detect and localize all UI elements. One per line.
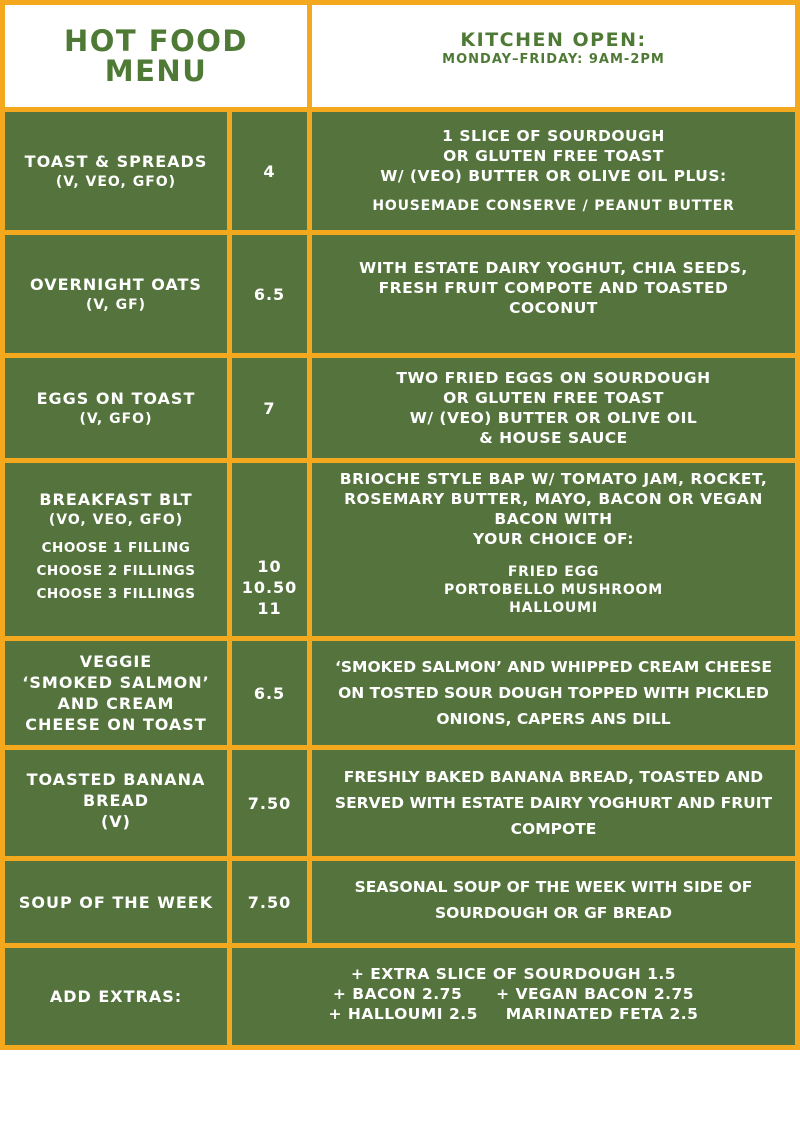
item-description-line: ON TOSTED SOUR DOUGH TOPPED WITH PICKLED [338, 684, 769, 702]
item-price: 10 [257, 557, 282, 576]
item-description-line: W/ (VEO) BUTTER OR OLIVE OIL PLUS: [380, 167, 727, 185]
item-description-line: SEASONAL SOUP OF THE WEEK WITH SIDE OF [354, 878, 753, 896]
item-name-cell [5, 463, 227, 636]
menu-title-line1: HOT FOOD [64, 24, 248, 58]
item-name-cell [5, 750, 227, 856]
item-description-cell [312, 112, 795, 230]
extras-label: ADD EXTRAS: [49, 987, 183, 1006]
item-description-line: SOURDOUGH OR GF BREAD [435, 904, 672, 922]
extras-list-cell [232, 948, 795, 1045]
extra-item-line: + EXTRA SLICE OF SOURDOUGH 1.5 [350, 964, 677, 983]
item-description-cell [312, 750, 795, 856]
item-name-cell [5, 641, 227, 745]
item-description-line: ROSEMARY BUTTER, MAYO, BACON OR VEGAN [344, 490, 763, 508]
item-price-cell [232, 112, 307, 230]
kitchen-hours: MONDAY–FRIDAY: 9AM-2PM [442, 52, 665, 67]
extra-item: MARINATED FETA 2.5 [505, 1004, 699, 1023]
extra-item: + HALLOUMI 2.5 [328, 1004, 478, 1023]
item-price-cell [232, 641, 307, 745]
item-description-cell [312, 641, 795, 745]
item-name-cell [5, 358, 227, 458]
filling-choice: PORTOBELLO MUSHROOM [444, 582, 663, 598]
item-description-line: FRESH FRUIT COMPOTE AND TOASTED [378, 279, 729, 297]
kitchen-hours-cell [312, 5, 795, 107]
item-description-line: SERVED WITH ESTATE DAIRY YOGHURT AND FRUIT [334, 794, 773, 812]
extra-item-line [333, 984, 694, 1004]
item-description-line: ‘SMOKED SALMON’ AND WHIPPED CREAM CHEESE [334, 658, 773, 676]
item-price-cell [232, 463, 307, 636]
item-price: 4 [263, 161, 276, 181]
extra-item: + BACON 2.75 [332, 984, 463, 1003]
item-name-cell [5, 861, 227, 943]
item-name: EGGS ON TOAST [36, 388, 196, 408]
item-description-line: YOUR CHOICE OF: [472, 530, 635, 548]
item-price: 11 [257, 599, 282, 618]
item-description-line: 1 SLICE OF SOURDOUGH [442, 127, 665, 145]
item-name: TOAST & SPREADS [24, 151, 208, 171]
item-description-line: BACON WITH [494, 510, 613, 528]
item-name: SOUP OF THE WEEK [18, 892, 214, 912]
item-dietary-tags: (V, VEO, GFO) [55, 173, 177, 190]
item-price-cell [232, 235, 307, 353]
item-description-cell [312, 235, 795, 353]
item-name: OVERNIGHT OATS [30, 274, 202, 294]
item-description-line: TWO FRIED EGGS ON SOURDOUGH [396, 369, 711, 387]
item-description-line: W/ (VEO) BUTTER OR OLIVE OIL [409, 409, 698, 427]
filling-choice: HALLOUMI [509, 600, 598, 616]
item-name-cell [5, 112, 227, 230]
item-dietary-tags: (V, GF) [85, 296, 147, 313]
item-description-line: COMPOTE [510, 820, 597, 838]
filling-option: CHOOSE 3 FILLINGS [36, 586, 196, 602]
item-price: 7.50 [247, 892, 292, 912]
item-name-cell [5, 235, 227, 353]
extras-label-cell [5, 948, 227, 1045]
item-description-line: ONIONS, CAPERS ANS DILL [436, 710, 671, 728]
item-description-line: WITH ESTATE DAIRY YOGHUT, CHIA SEEDS, [359, 259, 748, 277]
item-description-extra: HOUSEMADE CONSERVE / PEANUT BUTTER [372, 198, 735, 214]
item-price-cell [232, 861, 307, 943]
item-price: 10.50 [241, 578, 298, 597]
item-description-line: FRESHLY BAKED BANANA BREAD, TOASTED AND [343, 768, 764, 786]
item-price: 6.5 [253, 683, 286, 703]
item-name-line: VEGGIE [79, 652, 153, 671]
item-name: BREAKFAST BLT [39, 490, 193, 509]
item-name-line: ‘SMOKED SALMON’ [22, 673, 210, 692]
item-price: 6.5 [253, 284, 286, 304]
item-dietary-tags: (V, GFO) [79, 410, 153, 427]
item-price: 7 [263, 398, 276, 418]
filling-option: CHOOSE 2 FILLINGS [36, 563, 196, 579]
filling-option: CHOOSE 1 FILLING [41, 540, 191, 556]
item-description-cell [312, 463, 795, 636]
extra-item: + VEGAN BACON 2.75 [496, 984, 695, 1003]
item-name-line: AND CREAM [57, 694, 175, 713]
item-price-cell [232, 358, 307, 458]
item-price: 7.50 [247, 793, 292, 813]
menu-title-line2: MENU [104, 54, 208, 88]
item-description-line: & HOUSE SAUCE [479, 429, 628, 447]
item-name-line: BREAD [82, 790, 150, 810]
extra-item-line [329, 1004, 699, 1024]
item-dietary-tags: (VO, VEO, GFO) [48, 512, 184, 528]
item-name-line: (V) [100, 811, 131, 831]
kitchen-open-title: KITCHEN OPEN: [460, 29, 647, 51]
item-description-line: OR GLUTEN FREE TOAST [443, 389, 664, 407]
item-description-line: OR GLUTEN FREE TOAST [443, 147, 664, 165]
item-price-cell [232, 750, 307, 856]
item-description-cell [312, 358, 795, 458]
menu-title-cell [5, 5, 307, 107]
item-name-line: CHEESE ON TOAST [25, 715, 207, 734]
filling-choice: FRIED EGG [507, 564, 600, 580]
item-description-cell [312, 861, 795, 943]
item-description-line: COCONUT [509, 299, 598, 317]
item-description-line: BRIOCHE STYLE BAP W/ TOMATO JAM, ROCKET, [339, 470, 768, 488]
item-name-line: TOASTED BANANA [26, 769, 206, 789]
